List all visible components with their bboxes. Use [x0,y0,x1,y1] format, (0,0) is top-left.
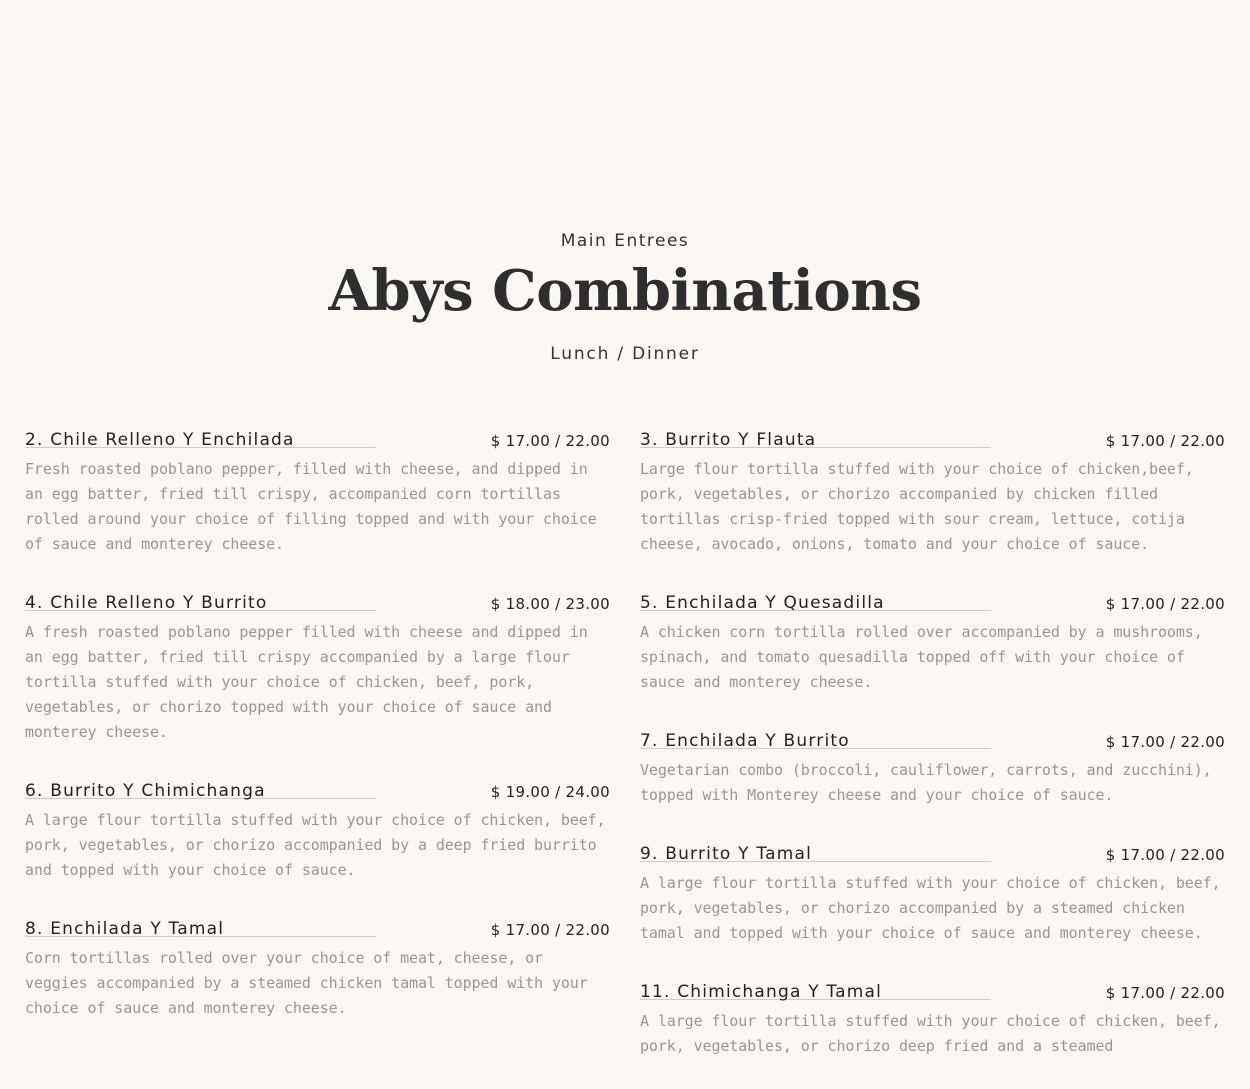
menu-item [640,843,1225,946]
menu-column-left [25,429,610,1021]
menu-item [640,592,1225,695]
item-description: A chicken corn tortilla rolled over accompanied by a mushrooms, spinach, and tomato quesadilla topped off with your choice of sauce and monterey cheese. [640,623,1203,691]
menu-item [640,429,1225,557]
item-price: $ 17.00 / 22.00 [1105,733,1225,751]
item-name: 9. Burrito Y Tamal [640,844,813,864]
menu-item [640,981,1225,1059]
item-name: 4. Chile Relleno Y Burrito [25,593,268,613]
item-name: 2. Chile Relleno Y Enchilada [25,430,295,450]
item-description: Vegetarian combo (broccoli, cauliflower, carrots, and zucchini), topped with Monterey cheese and your choice of sauce. [640,761,1212,804]
section-eyebrow: Main Entrees [560,231,690,251]
item-name: 5. Enchilada Y Quesadilla [640,593,885,613]
item-price: $ 17.00 / 22.00 [1105,846,1225,864]
item-name: 8. Enchilada Y Tamal [25,919,225,939]
item-price: $ 17.00 / 22.00 [1105,432,1225,450]
page-title: Abys Combinations [328,258,922,324]
item-price: $ 17.00 / 22.00 [1105,984,1225,1002]
item-price: $ 17.00 / 22.00 [1105,595,1225,613]
menu-item [25,918,610,1021]
item-description: Fresh roasted poblano pepper, filled with cheese, and dipped in an egg batter, fried till crispy, accompanied corn tortillas rolled around your choice of filling topped and with your choice of sauce and monterey cheese. [25,460,597,553]
item-name: 6. Burrito Y Chimichanga [25,781,266,801]
item-description: Corn tortillas rolled over your choice of meat, cheese, or veggies accompanied by a steamed chicken tamal topped with your choice of sauce and monterey cheese. [25,949,588,1017]
item-price: $ 18.00 / 23.00 [490,595,610,613]
item-description: A large flour tortilla stuffed with your choice of chicken, beef, pork, vegetables, or chorizo accompanied by a steamed chicken tamal and topped with your choice of sauce and monterey cheese. [640,874,1221,942]
menu-item [640,730,1225,808]
item-description: Large flour tortilla stuffed with your choice of chicken,beef, pork, vegetables, or chorizo accompanied by chicken filled tortillas crisp-fried topped with sour cream, lettuce, cotija cheese, avocado, onions, tomato and your choice of sauce. [640,460,1194,553]
menu-item [25,429,610,557]
item-name: 7. Enchilada Y Burrito [640,731,850,751]
item-description: A fresh roasted poblano pepper filled with cheese and dipped in an egg batter, fried till crispy accompanied by a large flour tortilla stuffed with your choice of chicken, beef, pork, vegetables, or chorizo topped with your choice of sauce and monterey cheese. [25,623,588,741]
item-price: $ 17.00 / 22.00 [490,921,610,939]
item-description: A large flour tortilla stuffed with your choice of chicken, beef, pork, vegetables, or chorizo deep fried and a steamed [640,1012,1221,1055]
item-name: 11. Chimichanga Y Tamal [640,982,883,1002]
item-description: A large flour tortilla stuffed with your choice of chicken, beef, pork, vegetables, or chorizo accompanied by a deep fried burrito and topped with your choice of sauce. [25,811,606,879]
item-price: $ 17.00 / 22.00 [490,432,610,450]
menu-item [25,780,610,883]
item-name: 3. Burrito Y Flauta [640,430,817,450]
item-price: $ 19.00 / 24.00 [490,783,610,801]
menu-column-right [640,429,1225,1059]
menu-item [25,592,610,745]
meal-period-subtitle: Lunch / Dinner [550,344,700,364]
